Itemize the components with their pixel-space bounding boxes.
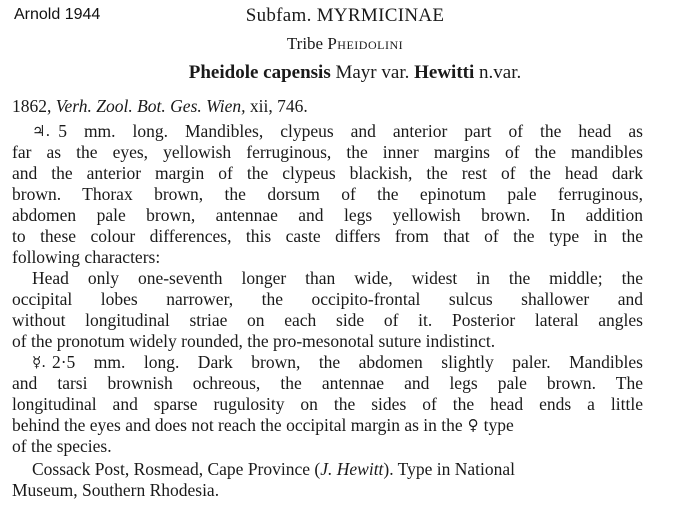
- text-line: to these colour differences, this caste differs from that of the type in the: [12, 226, 643, 246]
- soldier-symbol: ♃.: [32, 122, 51, 140]
- worker-symbol: ☿.: [32, 353, 46, 371]
- tribe-prefix: Tribe: [286, 34, 324, 53]
- species-name: Pheidole capensis: [188, 62, 331, 83]
- worker-first-line: [32, 352, 643, 373]
- citation-line: [12, 96, 308, 117]
- author-year-label: Arnold 1944: [14, 6, 101, 23]
- variety-suffix: n.var.: [479, 62, 522, 83]
- text-line: far as the eyes, yellowish ferruginous, the inner margins of the mandibles: [12, 142, 643, 162]
- text-line: without longitudinal striae on each side of it. Posterior lateral angles: [12, 310, 643, 330]
- text-line: longitudinal and sparse rugulosity on the sides of the head ends a little: [12, 394, 643, 414]
- text-line: of the pronotum widely rounded, the pro-mesonotal suture indistinct.: [12, 331, 496, 351]
- citation-year: 1862,: [12, 96, 52, 116]
- text-line: abdomen pale brown, antennae and legs yellowish brown. In addition: [12, 205, 643, 225]
- citation-volume: xii, 746.: [249, 96, 308, 116]
- text-line: 5 mm. long. Mandibles, clypeus and anterior part of the head as: [58, 121, 643, 141]
- text-line: occipital lobes narrower, the occipito-frontal sulcus shallower and: [12, 289, 643, 309]
- collector-name: J. Hewitt: [320, 459, 384, 479]
- soldier-first-line: [32, 121, 643, 142]
- locality-line: [32, 459, 643, 480]
- subfamily-heading: Subfam. MYRMICINAE: [245, 5, 445, 26]
- text-line: type: [483, 415, 514, 435]
- worker-line-four: [12, 415, 643, 436]
- text-line: 2·5 mm. long. Dark brown, the abdomen slightly paler. Mandibles: [51, 352, 643, 372]
- variety-name: Hewitti: [414, 62, 475, 83]
- text-line: and the anterior margin of the clypeus blackish, the rest of the head dark: [12, 163, 643, 183]
- text-line: following characters:: [12, 247, 161, 267]
- text-line: brown. Thorax brown, the dorsum of the epinotum pale ferruginous,: [12, 184, 643, 204]
- text-line: and tarsi brownish ochreous, the antennae and legs pale brown. The: [12, 373, 643, 393]
- text-line: Museum, Southern Rhodesia.: [12, 480, 220, 500]
- locality-start: Cossack Post, Rosmead, Cape Province (: [32, 459, 321, 479]
- text-line: behind the eyes and does not reach the occipital margin as in the: [12, 415, 463, 435]
- text-line: of the species.: [12, 436, 112, 456]
- text-line: Head only one-seventh longer than wide, widest in the middle; the: [32, 268, 643, 288]
- species-author: Mayr var.: [335, 62, 410, 83]
- female-symbol: ♀: [467, 416, 479, 434]
- tribe-heading: [95, 34, 595, 54]
- species-heading: [75, 62, 635, 84]
- locality-end: ). Type in National: [383, 459, 516, 479]
- citation-journal: Verh. Zool. Bot. Ges. Wien,: [55, 96, 246, 116]
- tribe-name: Pheidolini: [327, 34, 404, 53]
